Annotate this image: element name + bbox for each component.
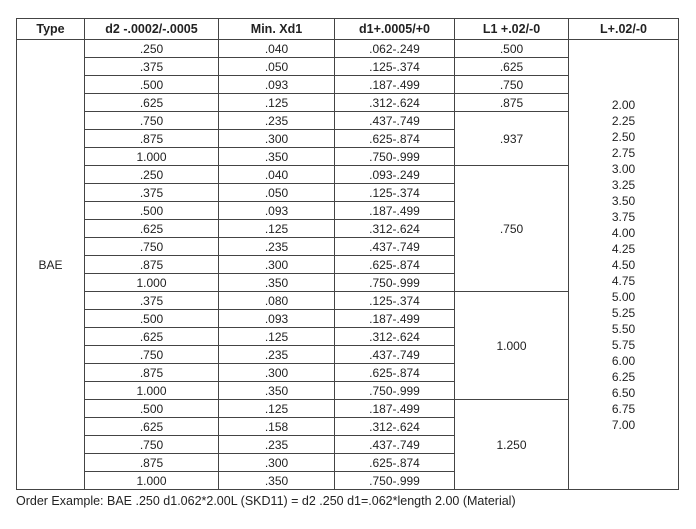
cell-l1: .750 (455, 76, 569, 94)
cell-xd1: .040 (219, 40, 335, 58)
cell-d2: .500 (85, 400, 219, 418)
cell-d1: .187-.499 (335, 310, 455, 328)
cell-l1: .625 (455, 58, 569, 76)
cell-d1: .312-.624 (335, 418, 455, 436)
cell-d1: .625-.874 (335, 364, 455, 382)
header-l: L+.02/-0 (569, 19, 679, 40)
cell-l1: .875 (455, 94, 569, 112)
cell-d1: .187-.499 (335, 202, 455, 220)
cell-xd1: .350 (219, 382, 335, 400)
cell-xd1: .125 (219, 400, 335, 418)
spec-sheet (16, 18, 678, 508)
cell-d2: .625 (85, 94, 219, 112)
cell-xd1: .350 (219, 274, 335, 292)
length-option: 3.75 (611, 209, 636, 224)
cell-d2: .875 (85, 130, 219, 148)
type-cell: BAE (17, 40, 85, 490)
cell-d2: .500 (85, 310, 219, 328)
length-option: 2.00 (611, 97, 636, 112)
length-option: 4.50 (611, 257, 636, 272)
cell-d1: .750-.999 (335, 382, 455, 400)
cell-d2: .250 (85, 166, 219, 184)
length-option: 5.75 (611, 337, 636, 352)
cell-d1: .062-.249 (335, 40, 455, 58)
cell-xd1: .125 (219, 328, 335, 346)
table-body (17, 40, 679, 490)
cell-d2: .750 (85, 436, 219, 454)
length-option: 7.00 (611, 417, 636, 432)
order-example: Order Example: BAE .250 d1.062*2.00L (SKD11) = d2 .250 d1=.062*length 2.00 (Material) (16, 494, 516, 508)
cell-d1: .437-.749 (335, 112, 455, 130)
cell-xd1: .125 (219, 220, 335, 238)
header-d2: d2 -.0002/-.0005 (85, 19, 219, 40)
length-option: 6.75 (611, 401, 636, 416)
cell-d1: .750-.999 (335, 148, 455, 166)
cell-xd1: .093 (219, 202, 335, 220)
cell-d1: .437-.749 (335, 346, 455, 364)
cell-d2: .750 (85, 238, 219, 256)
cell-xd1: .050 (219, 184, 335, 202)
length-option: 6.25 (611, 369, 636, 384)
cell-d1: .312-.624 (335, 220, 455, 238)
cell-d1: .093-.249 (335, 166, 455, 184)
cell-d2: .875 (85, 364, 219, 382)
cell-xd1: .093 (219, 76, 335, 94)
cell-d1: .437-.749 (335, 238, 455, 256)
cell-d2: 1.000 (85, 274, 219, 292)
cell-d1: .625-.874 (335, 130, 455, 148)
cell-d1: .125-.374 (335, 292, 455, 310)
cell-d1: .312-.624 (335, 328, 455, 346)
cell-d1: .312-.624 (335, 94, 455, 112)
cell-xd1: .235 (219, 436, 335, 454)
cell-d1: .187-.499 (335, 400, 455, 418)
length-option: 4.25 (611, 241, 636, 256)
cell-d2: .500 (85, 202, 219, 220)
cell-xd1: .093 (219, 310, 335, 328)
length-options-cell (569, 40, 679, 490)
cell-d2: .875 (85, 454, 219, 472)
length-option: 5.50 (611, 321, 636, 336)
cell-xd1: .235 (219, 112, 335, 130)
cell-xd1: .300 (219, 256, 335, 274)
cell-d2: .625 (85, 328, 219, 346)
cell-xd1: .300 (219, 364, 335, 382)
cell-d1: .750-.999 (335, 274, 455, 292)
table-row (17, 40, 679, 58)
cell-d1: .437-.749 (335, 436, 455, 454)
cell-d2: 1.000 (85, 382, 219, 400)
length-option: 6.00 (611, 353, 636, 368)
cell-xd1: .158 (219, 418, 335, 436)
cell-d2: .625 (85, 220, 219, 238)
cell-xd1: .300 (219, 130, 335, 148)
cell-xd1: .125 (219, 94, 335, 112)
length-option: 6.50 (611, 385, 636, 400)
cell-d2: .750 (85, 112, 219, 130)
cell-d2: .375 (85, 292, 219, 310)
cell-d2: .500 (85, 76, 219, 94)
cell-d2: 1.000 (85, 148, 219, 166)
cell-l1: .500 (455, 40, 569, 58)
length-option: 4.00 (611, 225, 636, 240)
cell-xd1: .350 (219, 148, 335, 166)
cell-d1: .125-.374 (335, 58, 455, 76)
length-option: 5.25 (611, 305, 636, 320)
length-option: 3.00 (611, 161, 636, 176)
cell-xd1: .300 (219, 454, 335, 472)
cell-xd1: .235 (219, 238, 335, 256)
cell-xd1: .235 (219, 346, 335, 364)
cell-l1: 1.250 (455, 400, 569, 490)
cell-d2: .250 (85, 40, 219, 58)
header-min-xd1: Min. Xd1 (219, 19, 335, 40)
cell-d1: .625-.874 (335, 256, 455, 274)
length-option: 3.50 (611, 193, 636, 208)
header-row (17, 19, 679, 40)
cell-d1: .125-.374 (335, 184, 455, 202)
cell-d2: .625 (85, 418, 219, 436)
length-option: 2.50 (611, 129, 636, 144)
cell-xd1: .080 (219, 292, 335, 310)
cell-l1: .937 (455, 112, 569, 166)
cell-d2: .750 (85, 346, 219, 364)
header-l1: L1 +.02/-0 (455, 19, 569, 40)
header-d1: d1+.0005/+0 (335, 19, 455, 40)
header-type: Type (17, 19, 85, 40)
cell-xd1: .350 (219, 472, 335, 490)
cell-d2: 1.000 (85, 472, 219, 490)
cell-xd1: .050 (219, 58, 335, 76)
cell-d1: .750-.999 (335, 472, 455, 490)
length-option: 4.75 (611, 273, 636, 288)
cell-l1: 1.000 (455, 292, 569, 400)
cell-d2: .375 (85, 58, 219, 76)
cell-d1: .187-.499 (335, 76, 455, 94)
cell-d1: .625-.874 (335, 454, 455, 472)
cell-l1: .750 (455, 166, 569, 292)
length-option: 3.25 (611, 177, 636, 192)
cell-d2: .375 (85, 184, 219, 202)
length-option: 2.75 (611, 145, 636, 160)
cell-d2: .875 (85, 256, 219, 274)
length-option: 5.00 (611, 289, 636, 304)
length-option: 2.25 (611, 113, 636, 128)
spec-table (16, 18, 679, 490)
cell-xd1: .040 (219, 166, 335, 184)
